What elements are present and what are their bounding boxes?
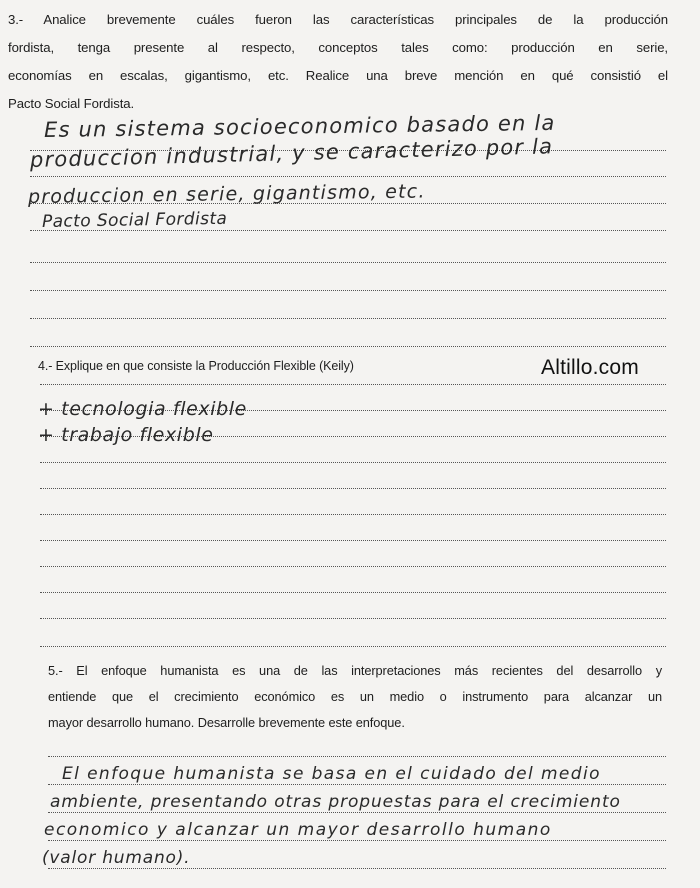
answer-rule bbox=[48, 812, 666, 813]
answer-rule bbox=[30, 346, 666, 347]
answer-rule bbox=[40, 592, 666, 593]
question-5-line-1: 5.- El enfoque humanista es una de las interpretaciones más recientes del desarrollo y bbox=[48, 663, 662, 678]
answer-rule bbox=[40, 514, 666, 515]
answer-rule bbox=[40, 540, 666, 541]
answer-rule bbox=[40, 566, 666, 567]
question-3-line-1: 3.- Analice brevemente cuáles fueron las características principales de la producción bbox=[8, 12, 668, 27]
answer-rule bbox=[40, 384, 666, 385]
question-3-line-3: economías en escalas, gigantismo, etc. Realice una breve mención en qué consistió el bbox=[8, 68, 668, 83]
answer-rule bbox=[30, 290, 666, 291]
question-5-answer-line-4: (valor humano). bbox=[42, 848, 191, 868]
answer-rule bbox=[40, 646, 666, 647]
question-3-answer-line-3: produccion en serie, gigantismo, etc. bbox=[27, 180, 426, 208]
watermark: Altillo.com bbox=[541, 356, 639, 379]
question-3-answer-line-1: Es un sistema socioeconomico basado en la bbox=[43, 110, 556, 142]
answer-rule bbox=[30, 318, 666, 319]
answer-rule bbox=[30, 176, 666, 177]
question-5-answer-line-1: El enfoque humanista se basa en el cuidado del medio bbox=[62, 764, 601, 784]
question-3-text bbox=[8, 6, 668, 118]
answer-rule bbox=[48, 784, 666, 785]
question-5-line-3: mayor desarrollo humano. Desarrolle brevemente este enfoque. bbox=[48, 715, 405, 730]
question-5-text bbox=[48, 658, 662, 736]
question-3-line-2: fordista, tenga presente al respecto, conceptos tales como: producción en serie, bbox=[8, 40, 668, 55]
question-3-answer-line-2: produccion industrial, y se caracterizo por la bbox=[29, 134, 554, 172]
answer-rule bbox=[40, 488, 666, 489]
answer-rule bbox=[48, 840, 666, 841]
question-5-answer-line-3: economico y alcanzar un mayor desarrollo humano bbox=[44, 820, 552, 840]
question-5-answer-line-2: ambiente, presentando otras propuestas para el crecimiento bbox=[50, 792, 621, 812]
question-5-line-2: entiende que el crecimiento económico es un medio o instrumento para alcanzar un bbox=[48, 689, 662, 704]
answer-rule bbox=[40, 618, 666, 619]
answer-rule bbox=[40, 462, 666, 463]
answer-rule bbox=[48, 756, 666, 757]
question-4-answer-line-1: + tecnologia flexible bbox=[38, 398, 247, 420]
question-3-answer-line-4: Pacto Social Fordista bbox=[41, 208, 228, 232]
answer-rule bbox=[48, 868, 666, 869]
question-3-line-4: Pacto Social Fordista. bbox=[8, 96, 135, 111]
answer-rule bbox=[30, 262, 666, 263]
question-4-answer-line-2: + trabajo flexible bbox=[38, 424, 214, 446]
question-4-text: 4.- Explique en que consiste la Producción Flexible (Keily) bbox=[38, 359, 354, 373]
